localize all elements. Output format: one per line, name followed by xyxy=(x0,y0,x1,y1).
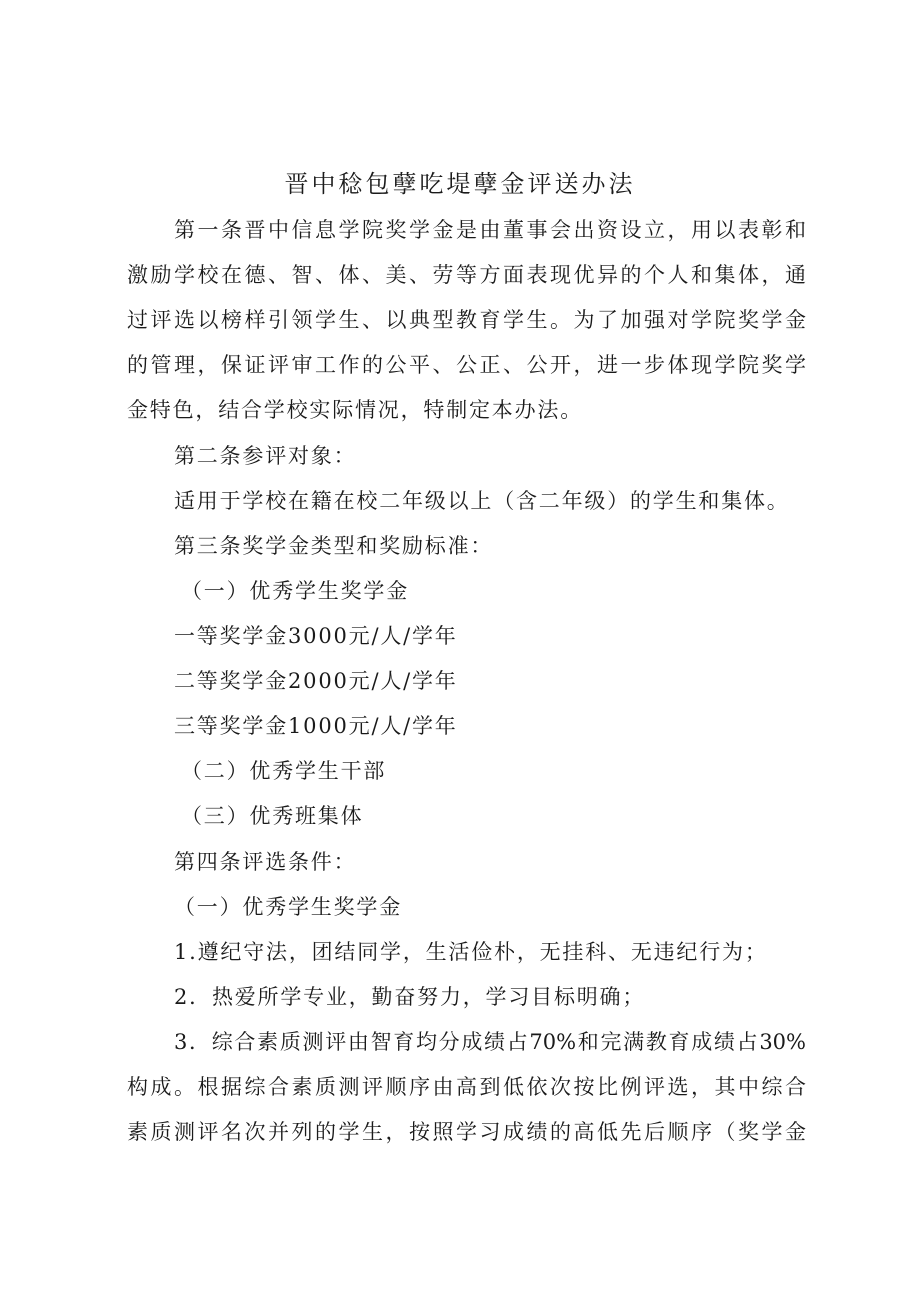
sub-heading: （二）优秀学生干部 xyxy=(181,759,387,783)
sub-heading: （三）优秀班集体 xyxy=(181,804,364,828)
paragraph-line: 第一条晋中信息学院奖学金是由董事会出资设立，用以表彰和 xyxy=(174,218,806,242)
award-line: 一等奖学金3000元/人/学年 xyxy=(174,624,458,648)
paragraph-line: 过评选以榜样引领学生、以典型教育学生。为了加强对学院奖学金 xyxy=(127,308,806,332)
paragraph-line: 金特色，结合学校实际情况，特制定本办法。 xyxy=(127,398,583,422)
sub-heading: （一）优秀学生奖学金 xyxy=(174,895,402,919)
article-heading: 第三条奖学金类型和奖励标准： xyxy=(174,534,494,558)
paragraph-line: 适用于学校在籍在校二年级以上（含二年级）的学生和集体。 xyxy=(174,489,790,513)
condition-item: 3．综合素质测评由智育均分成绩占70%和完满教育成绩占30% xyxy=(174,1030,806,1054)
award-line: 二等奖学金2000元/人/学年 xyxy=(174,669,458,693)
award-line: 三等奖学金1000元/人/学年 xyxy=(174,714,458,738)
condition-item: 1.遵纪守法，团结同学，生活俭朴，无挂科、无违纪行为； xyxy=(174,940,768,964)
paragraph-line: 激励学校在德、智、体、美、劳等方面表现优异的个人和集体，通 xyxy=(127,263,806,287)
condition-item: 2．热爱所学专业，勤奋努力，学习目标明确； xyxy=(174,985,646,1009)
document-title: 晋中稔包孽吃堤孽金评送办法 xyxy=(284,170,636,198)
paragraph-line: 的管理，保证评审工作的公平、公正、公开，进一步体现学院奖学 xyxy=(127,353,806,377)
article-heading: 第二条参评对象： xyxy=(174,444,357,468)
article-heading: 第四条评选条件： xyxy=(174,850,357,874)
paragraph-line: 构成。根据综合素质测评顺序由高到低依次按比例评选，其中综合 xyxy=(127,1075,806,1099)
paragraph-line: 素质测评名次并列的学生，按照学习成绩的高低先后顺序（奖学金 xyxy=(127,1120,806,1144)
sub-heading: （一）优秀学生奖学金 xyxy=(181,579,409,603)
